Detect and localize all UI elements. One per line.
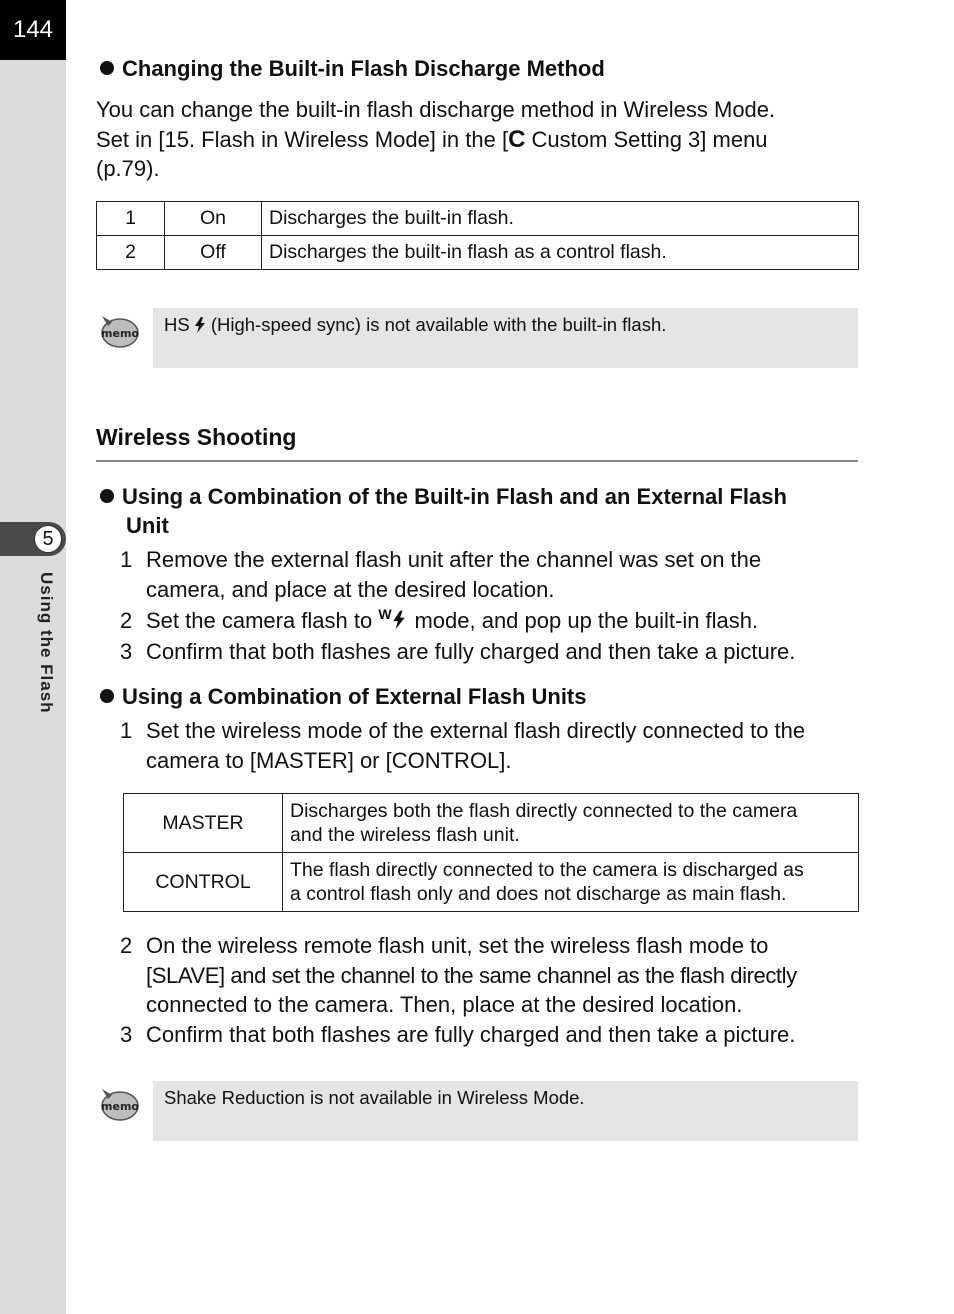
table-row: 1 On Discharges the built-in flash. (97, 202, 859, 236)
list-item: 2 Set the camera flash to W mode, and pop up the built-in flash. (120, 606, 858, 636)
custom-setting-icon: C (508, 125, 526, 153)
table-row: MASTER Discharges both the flash directly connected to the camera and the wireless flash unit. (124, 794, 859, 853)
intro-paragraph: You can change the built-in flash discharge method in Wireless Mode. Set in [15. Flash in Wireless Mode] in the [C Custom Setting 3] menu (p.79). (96, 97, 776, 181)
discharge-table (96, 201, 859, 270)
wireless-flash-icon: W (378, 606, 408, 636)
memo-icon (98, 312, 140, 350)
svg-text:memo: memo (101, 327, 139, 340)
memo-note: Shake Reduction is not available in Wireless Mode. (153, 1081, 858, 1141)
section-heading: Changing the Built-in Flash Discharge Method (100, 54, 605, 83)
divider (96, 460, 858, 462)
svg-text:memo: memo (101, 1100, 139, 1113)
list-item: 1 Remove the external flash unit after the channel was set on the camera, and place at the desired location. (120, 547, 762, 602)
section-title: Wireless Shooting (96, 424, 297, 450)
mode-table (123, 793, 859, 912)
list-item: 3 Confirm that both flashes are fully charged and then take a picture. (120, 1022, 796, 1047)
list-item: 2 On the wireless remote flash unit, set the wireless flash mode to [SLAVE] and set the channel to the same channel as the flash directly connected to the camera. Then, place at the desired location. (120, 933, 797, 1017)
page-number: 144 (0, 0, 66, 60)
bullet-icon (100, 61, 114, 75)
subsection-heading: Using a Combination of the Built-in Flash and an External Flash Unit (100, 482, 886, 540)
memo-note: HS (High-speed sync) is not available with the built-in flash. (153, 308, 858, 368)
flash-icon (194, 317, 206, 333)
chapter-title: Using the Flash (37, 572, 56, 714)
bullet-icon (100, 489, 114, 503)
bullet-icon (100, 689, 114, 703)
list-item: 1 Set the wireless mode of the external flash directly connected to the camera to [MASTER] or [CONTROL]. (120, 718, 806, 773)
subsection-heading: Using a Combination of External Flash Units (100, 682, 587, 711)
chapter-number: 5 (34, 525, 62, 553)
memo-icon (98, 1085, 140, 1123)
page-sidebar (0, 0, 66, 1314)
table-row: 2 Off Discharges the built-in flash as a control flash. (97, 236, 859, 270)
table-row: CONTROL The flash directly connected to the camera is discharged as a control flash only and does not discharge as main flash. (124, 853, 859, 912)
list-item: 3 Confirm that both flashes are fully charged and then take a picture. (120, 639, 796, 664)
